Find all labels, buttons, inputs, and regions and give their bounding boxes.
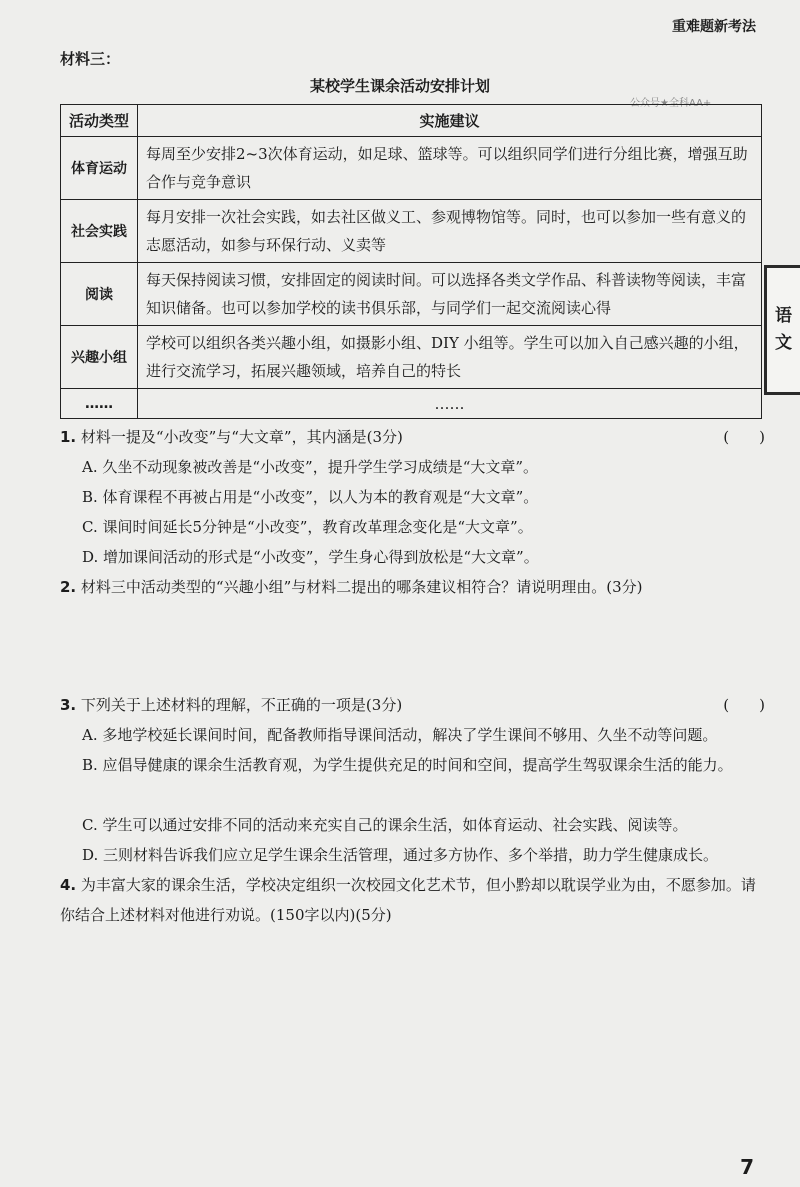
answer-bracket[interactable]: ( ): [723, 696, 765, 714]
option-d: D. 增加课间活动的形式是“小改变”，学生身心得到放松是“大文章”。: [82, 548, 539, 566]
answer-bracket[interactable]: ( ): [723, 428, 765, 446]
option-d: D. 三则材料告诉我们应立足学生课余生活管理，通过多方协作、多个举措，助力学生健康成长。: [82, 846, 719, 864]
suggestion-cell: 每天保持阅读习惯，安排固定的阅读时间。可以选择各类文学作品、科普读物等阅读，丰富知识储备。也可以参加学校的读书俱乐部，与同学们一起交流阅读心得: [138, 263, 762, 326]
option-b: B. 应倡导健康的课余生活教育观，为学生提供充足的时间和空间，提高学生驾驭课余生活的能力。: [82, 756, 733, 774]
side-tab-char: 语: [775, 305, 792, 326]
table-row: [61, 137, 762, 200]
activity-plan-table: [60, 104, 762, 419]
watermark-text: 公众号★全科AA+: [630, 98, 712, 109]
suggestion-cell: ……: [138, 389, 762, 419]
table-row: [61, 263, 762, 326]
subject-side-tab: [764, 265, 800, 395]
column-header: 活动类型: [61, 105, 138, 137]
question-text: 材料一提及“小改变”与“大文章”，其内涵是(3分): [80, 428, 403, 446]
activity-type-cell: 兴趣小组: [61, 326, 138, 389]
question-number: 1.: [60, 428, 77, 446]
activity-type-cell: ……: [61, 389, 138, 419]
activity-type-cell: 社会实践: [61, 200, 138, 263]
question-text: 材料三中活动类型的“兴趣小组”与材料二提出的哪条建议相符合？请说明理由。(3分): [80, 578, 643, 596]
question-text: 下列关于上述材料的理解，不正确的一项是(3分): [80, 696, 403, 714]
material-label: 材料三：: [60, 50, 121, 68]
column-header: 实施建议: [138, 105, 762, 137]
question-3: [60, 690, 765, 720]
question-number: 4.: [60, 876, 77, 894]
option-c: C. 学生可以通过安排不同的活动来充实自己的课余生活，如体育运动、社会实践、阅读等。: [82, 816, 688, 834]
option-b: B. 体育课程不再被占用是“小改变”，以人为本的教育观是“大文章”。: [82, 488, 539, 506]
option-a: A. 多地学校延长课间时间，配备教师指导课间活动，解决了学生课间不够用、久坐不动等问题。: [82, 726, 718, 744]
question-2: [60, 572, 765, 602]
question-number: 2.: [60, 578, 77, 596]
page-number: 7: [740, 1155, 754, 1179]
running-header: 重难题新考法: [672, 19, 756, 35]
question-number: 3.: [60, 696, 77, 714]
table-title: 某校学生课余活动安排计划: [309, 77, 490, 95]
question-4: [60, 870, 765, 930]
option-a: A. 久坐不动现象被改善是“小改变”，提升学生学习成绩是“大文章”。: [82, 458, 539, 476]
side-tab-char: 文: [775, 333, 792, 353]
suggestion-cell: 每周至少安排2~3次体育运动，如足球、篮球等。可以组织同学们进行分组比赛，增强互助合作与竞争意识: [138, 137, 762, 200]
question-1: [60, 422, 765, 452]
suggestion-cell: 每月安排一次社会实践，如去社区做义工、参观博物馆等。同时，也可以参加一些有意义的志愿活动，如参与环保行动、义卖等: [138, 200, 762, 263]
table-row: [61, 326, 762, 389]
table-row: [61, 200, 762, 263]
activity-type-cell: 体育运动: [61, 137, 138, 200]
option-c: C. 课间时间延长5分钟是“小改变”，教育改革理念变化是“大文章”。: [82, 518, 533, 536]
question-text: 为丰富大家的课余生活，学校决定组织一次校园文化艺术节，但小黔却以耽误学业为由，不愿参加。请你结合上述材料对他进行劝说。(150字以内)(5分): [60, 876, 756, 924]
activity-type-cell: 阅读: [61, 263, 138, 326]
table-row: [61, 389, 762, 419]
table-header-row: [61, 105, 762, 137]
suggestion-cell: 学校可以组织各类兴趣小组，如摄影小组、DIY 小组等。学生可以加入自己感兴趣的小组，进行交流学习，拓展兴趣领域，培养自己的特长: [138, 326, 762, 389]
